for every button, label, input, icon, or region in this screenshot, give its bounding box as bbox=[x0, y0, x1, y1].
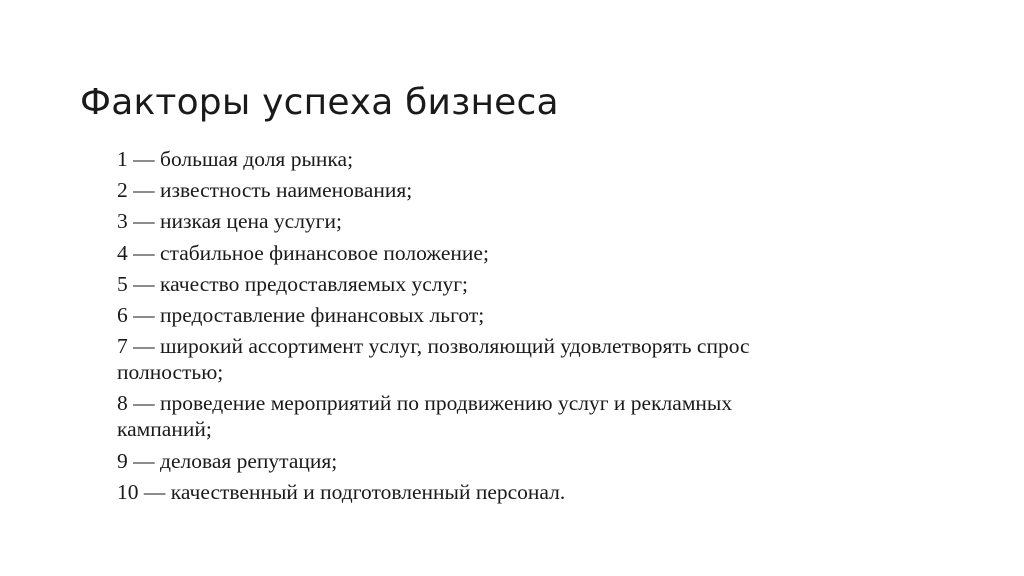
factor-item-6: 6 — предоставление финансовых льгот; bbox=[117, 302, 485, 327]
factor-list bbox=[117, 146, 757, 510]
factor-item-9: 9 — деловая репутация; bbox=[117, 448, 338, 473]
factor-item-8: 8 — проведение мероприятий по продвижению услуг и рекламных кампаний; bbox=[117, 391, 733, 442]
factor-item-1: 1 — большая доля рынка; bbox=[117, 147, 354, 171]
factor-item-2: 2 — известность наименования; bbox=[117, 178, 413, 203]
factor-item-7: 7 — широкий ассортимент услуг, позволяющий удовлетворять спрос полностью; bbox=[117, 334, 750, 385]
factor-item-5: 5 — качество предоставляемых услуг; bbox=[117, 271, 469, 296]
factor-item-4: 4 — стабильное финансовое положение; bbox=[117, 240, 489, 265]
slide-title: Факторы успеха бизнеса bbox=[80, 82, 559, 124]
factor-item-10: 10 — качественный и подготовленный персонал. bbox=[117, 479, 566, 504]
factor-item-3: 3 — низкая цена услуги; bbox=[117, 209, 342, 234]
